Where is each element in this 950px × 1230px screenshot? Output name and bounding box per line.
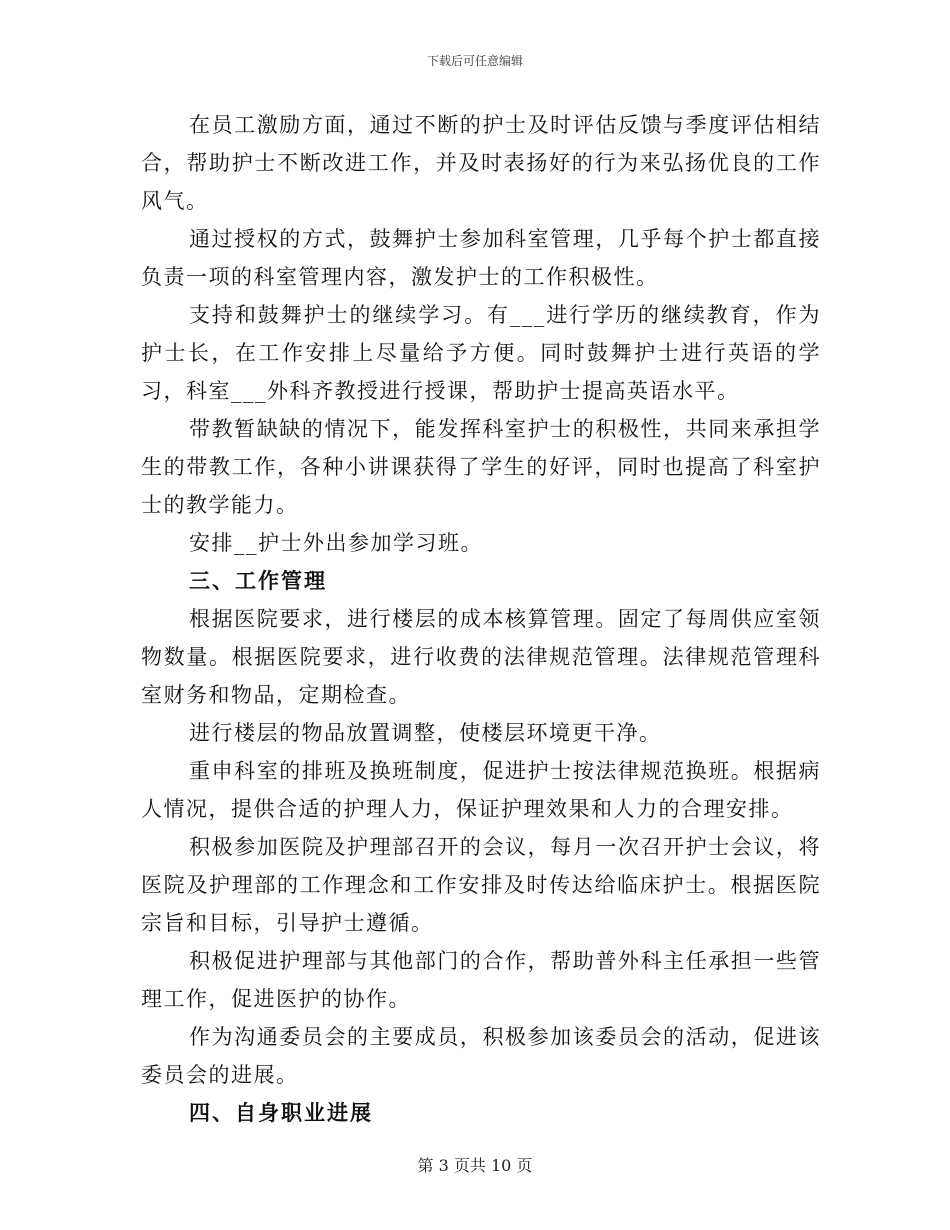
paragraph: 在员工激励方面，通过不断的护士及时评估反馈与季度评估相结合，帮助护士不断改进工作，并及时表扬好的行为来弘扬优良的工作风气。 [141, 113, 821, 213]
section-heading: 三、工作管理 [189, 568, 327, 593]
document-body [141, 106, 821, 1132]
paragraph: 积极参加医院及护理部召开的会议，每月一次召开护士会议，将医院及护理部的工作理念和工作安排及时传达给临床护士。根据医院宗旨和目标，引导护士遵循。 [141, 835, 821, 935]
paragraph: 积极促进护理部与其他部门的合作，帮助普外科主任承担一些管理工作，促进医护的协作。 [141, 949, 821, 1011]
paragraph: 进行楼层的物品放置调整，使楼层环境更干净。 [189, 721, 662, 745]
section-heading: 四、自身职业进展 [189, 1100, 373, 1125]
paragraph: 带教暂缺缺的情况下，能发挥科室护士的积极性，共同来承担学生的带教工作，各种小讲课获得了学生的好评，同时也提高了科室护士的教学能力。 [141, 417, 821, 517]
paragraph: 安排__护士外出参加学习班。 [189, 531, 483, 555]
paragraph: 通过授权的方式，鼓舞护士参加科室管理，几乎每个护士都直接负责一项的科室管理内容，激发护士的工作积极性。 [141, 227, 821, 289]
paragraph: 支持和鼓舞护士的继续学习。有___进行学历的继续教育，作为护士长，在工作安排上尽量给予方便。同时鼓舞护士进行英语的学习，科室___外科齐教授进行授课，帮助护士提高英语水平。 [141, 303, 821, 403]
page-header: 下载后可任意编辑 [426, 54, 523, 68]
paragraph: 根据医院要求，进行楼层的成本核算管理。固定了每周供应室领物数量。根据医院要求，进行收费的法律规范管理。法律规范管理科室财务和物品，定期检查。 [141, 607, 821, 707]
page-number: 第 3 页共 10 页 [417, 1156, 533, 1175]
paragraph: 重申科室的排班及换班制度，促进护士按法律规范换班。根据病人情况，提供合适的护理人力，保证护理效果和人力的合理安排。 [141, 759, 821, 821]
paragraph: 作为沟通委员会的主要成员，积极参加该委员会的活动，促进该委员会的进展。 [141, 1025, 821, 1087]
